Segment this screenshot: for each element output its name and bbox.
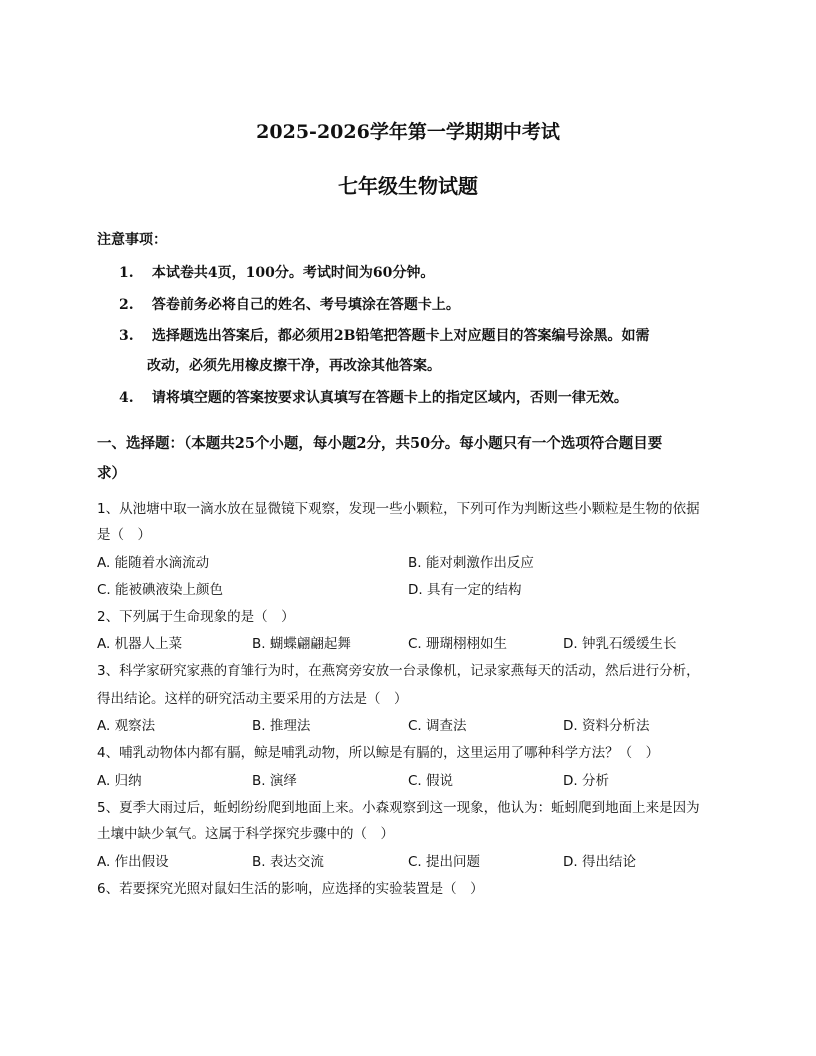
notice-text: 本试卷共4页，100分。考试时间为60分钟。 xyxy=(151,265,435,281)
option-b: B. 能对刺激作出反应 xyxy=(408,555,534,571)
option-a: A. 观察法 xyxy=(97,718,156,734)
option-a: A. 归纳 xyxy=(97,773,142,789)
section-heading-continued: 求） xyxy=(97,465,126,482)
question-stem: 1、从池塘中取一滴水放在显微镜下观察，发现一些小颗粒，下列可作为判断这些小颗粒是生物的依据 xyxy=(97,501,700,517)
notice-number: 4. xyxy=(119,390,134,406)
question-stem: 6、若要探究光照对鼠妇生活的影响，应选择的实验装置是（ ） xyxy=(97,881,484,897)
question-stem: 2、下列属于生命现象的是（ ） xyxy=(97,609,295,625)
option-d: D. 资料分析法 xyxy=(563,718,650,734)
question-stem: 4、哺乳动物体内都有膈，鲸是哺乳动物，所以鲸是有膈的，这里运用了哪种科学方法？（ ） xyxy=(97,745,660,761)
option-a: A. 机器人上菜 xyxy=(97,636,183,652)
subject-title: 七年级生物试题 xyxy=(338,174,478,198)
option-c: C. 提出问题 xyxy=(408,854,481,870)
option-b: B. 推理法 xyxy=(252,718,311,734)
question-stem: 5、夏季大雨过后，蚯蚓纷纷爬到地面上来。小森观察到这一现象，他认为：蚯蚓爬到地面上来是因为 xyxy=(97,800,700,816)
question-stem: 3、科学家研究家燕的育雏行为时，在燕窝旁安放一台录像机，记录家燕每天的活动，然后进行分析， xyxy=(97,663,700,679)
notice-item xyxy=(97,290,727,320)
option-b: B. 表达交流 xyxy=(252,854,324,870)
question-stem-continued: 土壤中缺少氧气。这属于科学探究步骤中的（ ） xyxy=(97,826,394,842)
question-stem-continued: 是（ ） xyxy=(97,527,151,543)
notice-item xyxy=(97,258,727,288)
notice-text: 答卷前务必将自己的姓名、考号填涂在答题卡上。 xyxy=(151,297,460,313)
notice-number: 2. xyxy=(119,297,134,313)
option-c: C. 假说 xyxy=(408,773,454,789)
exam-title: 2025-2026学年第一学期期中考试 xyxy=(256,121,560,143)
option-d: D. 钟乳石缓缓生长 xyxy=(563,636,677,652)
option-d: D. 得出结论 xyxy=(563,854,636,870)
option-b: B. 演绎 xyxy=(252,773,297,789)
option-a: A. 作出假设 xyxy=(97,854,169,870)
option-d: D. 分析 xyxy=(563,773,609,789)
notice-number: 3. xyxy=(119,328,134,344)
notice-text: 请将填空题的答案按要求认真填写在答题卡上的指定区域内，否则一律无效。 xyxy=(151,390,628,406)
notice-text-continued: 改动，必须先用橡皮擦干净，再改涂其他答案。 xyxy=(147,358,441,374)
option-c: C. 能被碘液染上颜色 xyxy=(97,582,224,598)
option-c: C. 调查法 xyxy=(408,718,467,734)
notice-item xyxy=(97,321,727,351)
option-d: D. 具有一定的结构 xyxy=(408,582,522,598)
notice-item xyxy=(97,383,727,413)
option-c: C. 珊瑚栩栩如生 xyxy=(408,636,508,652)
section-heading: 一、选择题：（本题共25个小题，每小题2分，共50分。每小题只有一个选项符合题目要 xyxy=(97,435,663,452)
notice-text: 选择题选出答案后，都必须用2B铅笔把答题卡上对应题目的答案编号涂黑。如需 xyxy=(151,328,650,344)
option-b: B. 蝴蝶翩翩起舞 xyxy=(252,636,351,652)
option-a: A. 能随着水滴流动 xyxy=(97,555,210,571)
notice-number: 1. xyxy=(119,265,134,281)
notice-heading: 注意事项： xyxy=(97,232,167,248)
question-stem-continued: 得出结论。这样的研究活动主要采用的方法是（ ） xyxy=(97,691,408,707)
